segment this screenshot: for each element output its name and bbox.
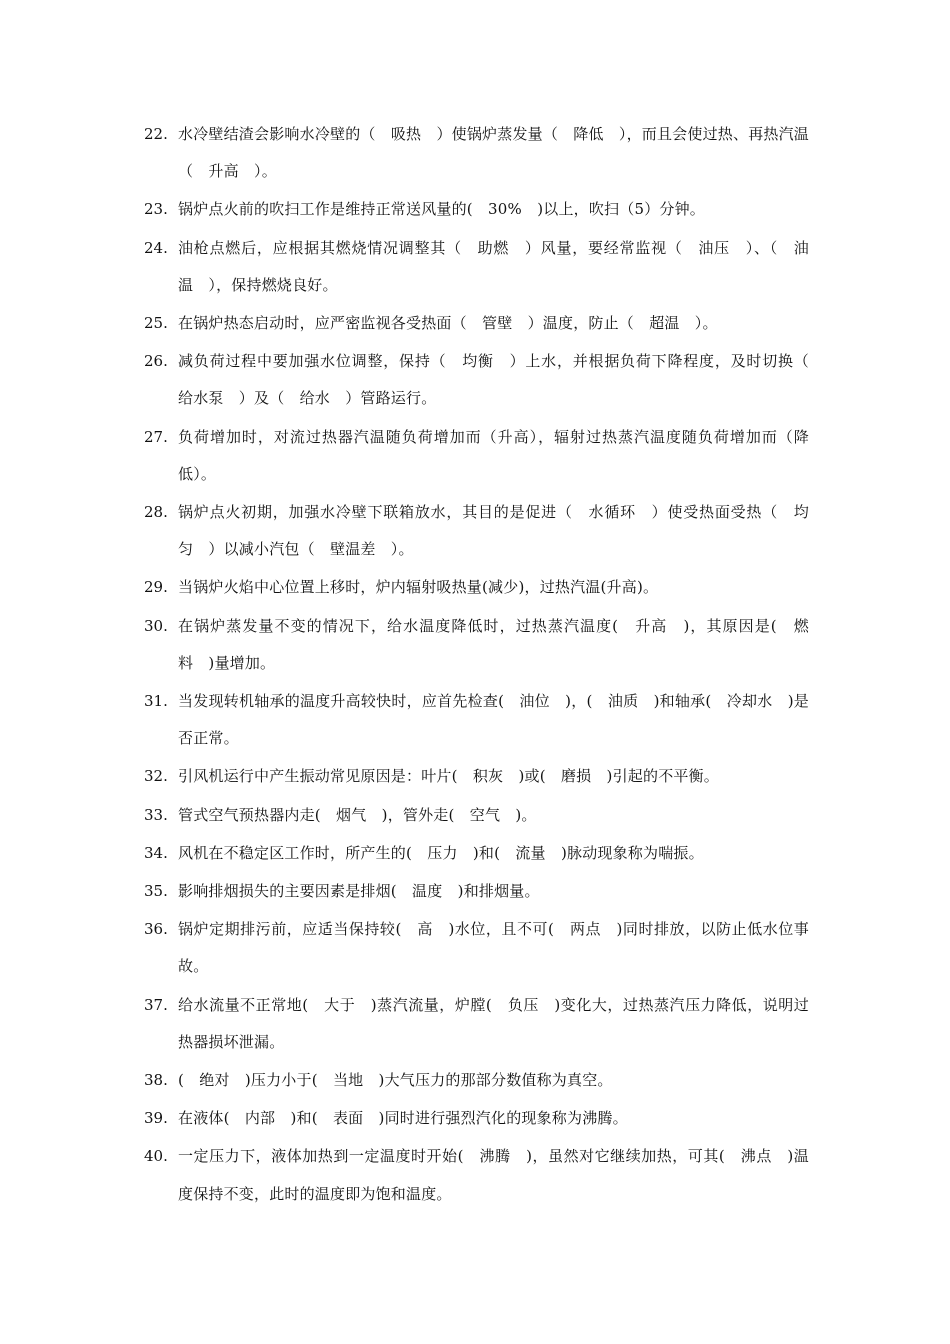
list-item — [144, 230, 809, 304]
item-number: 35. — [144, 882, 168, 901]
item-text: 负荷增加时，对流过热器汽温随负荷增加而（升高），辐射过热蒸汽温度随负荷增加而（降低）。 — [178, 427, 809, 483]
item-number: 26. — [144, 352, 168, 371]
list-item — [144, 1100, 809, 1137]
item-text: 当发现转机轴承的温度升高较快时，应首先检查( 油位 )，( 油质 )和轴承( 冷却水 )是否正常。 — [178, 692, 809, 748]
item-number: 22. — [144, 125, 168, 143]
list-item — [144, 494, 809, 568]
item-number: 32. — [144, 767, 168, 786]
list-item — [144, 797, 809, 834]
item-number: 31. — [144, 692, 168, 711]
item-text: 给水流量不正常地( 大于 )蒸汽流量，炉膛( 负压 )变化大，过热蒸汽压力降低，说明过热器损坏泄漏。 — [178, 995, 809, 1051]
item-text: 减负荷过程中要加强水位调整，保持（ 均衡 ）上水，并根据负荷下降程度，及时切换（ 给水泵 ）及（ 给水 ）管路运行。 — [178, 352, 825, 408]
list-item — [144, 911, 809, 985]
item-number: 36. — [144, 920, 168, 939]
item-text: 在锅炉蒸发量不变的情况下，给水温度降低时，过热蒸汽温度( 升高 )，其原因是( 燃料 )量增加。 — [178, 616, 809, 672]
item-number: 28. — [144, 503, 168, 522]
item-number: 25. — [144, 314, 168, 333]
item-text: 水冷壁结渣会影响水冷壁的（ 吸热 ）使锅炉蒸发量（ 降低 ），而且会使过热、再热汽温（ 升高 ）。 — [178, 125, 809, 181]
item-text: 风机在不稳定区工作时，所产生的( 压力 )和( 流量 )脉动现象称为喘振。 — [178, 843, 704, 862]
item-number: 27. — [144, 427, 168, 446]
item-text: 锅炉点火前的吹扫工作是维持正常送风量的( 30% )以上，吹扫（5）分钟。 — [178, 200, 705, 219]
item-text: 油枪点燃后，应根据其燃烧情况调整其（ 助燃 ）风量，要经常监视（ 油压 ）、（ 油温 ），保持燃烧良好。 — [178, 238, 809, 294]
list-item — [144, 683, 809, 757]
item-number: 39. — [144, 1109, 168, 1128]
item-text: 引风机运行中产生振动常见原因是：叶片( 积灰 )或( 磨损 )引起的不平衡。 — [178, 767, 720, 786]
list-item — [144, 116, 809, 190]
item-number: 30. — [144, 616, 168, 635]
item-number: 29. — [144, 578, 168, 597]
item-text: 管式空气预热器内走( 烟气 )，管外走( 空气 )。 — [178, 805, 537, 824]
item-text: 影响排烟损失的主要因素是排烟( 温度 )和排烟量。 — [178, 882, 540, 901]
list-item — [144, 419, 809, 493]
item-number: 40. — [144, 1147, 168, 1166]
item-number: 33. — [144, 805, 168, 824]
item-text: 在液体( 内部 )和( 表面 )同时进行强烈汽化的现象称为沸腾。 — [178, 1109, 628, 1128]
item-number: 37. — [144, 995, 168, 1014]
list-item — [144, 873, 809, 910]
list-item — [144, 608, 809, 682]
item-number: 34. — [144, 843, 168, 862]
list-item — [144, 343, 825, 417]
list-item — [144, 987, 809, 1061]
item-text: 锅炉点火初期，加强水冷壁下联箱放水，其目的是促进（ 水循环 ）使受热面受热（ 均匀 ）以减小汽包（ 壁温差 ）。 — [178, 503, 809, 559]
list-item — [144, 1138, 809, 1212]
list-item — [144, 835, 809, 872]
item-number: 23. — [144, 200, 168, 219]
item-number: 24. — [144, 238, 168, 257]
list-item — [144, 191, 809, 228]
list-item — [144, 758, 809, 795]
list-item — [144, 569, 809, 606]
item-number: 38. — [144, 1071, 168, 1090]
question-list — [144, 116, 825, 1214]
item-text: 一定压力下，液体加热到一定温度时开始( 沸腾 )，虽然对它继续加热，可其( 沸点 )温度保持不变，此时的温度即为饱和温度。 — [178, 1147, 809, 1203]
list-item — [144, 305, 809, 342]
list-item — [144, 1062, 809, 1099]
item-text: 当锅炉火焰中心位置上移时，炉内辐射吸热量(减少)，过热汽温(升高)。 — [178, 578, 659, 597]
item-text: ( 绝对 )压力小于( 当地 )大气压力的那部分数值称为真空。 — [178, 1071, 613, 1090]
item-text: 在锅炉热态启动时，应严密监视各受热面（ 管壁 ）温度，防止（ 超温 ）。 — [178, 314, 718, 333]
item-text: 锅炉定期排污前，应适当保持较( 高 )水位，且不可( 两点 )同时排放，以防止低水位事故。 — [178, 920, 809, 976]
